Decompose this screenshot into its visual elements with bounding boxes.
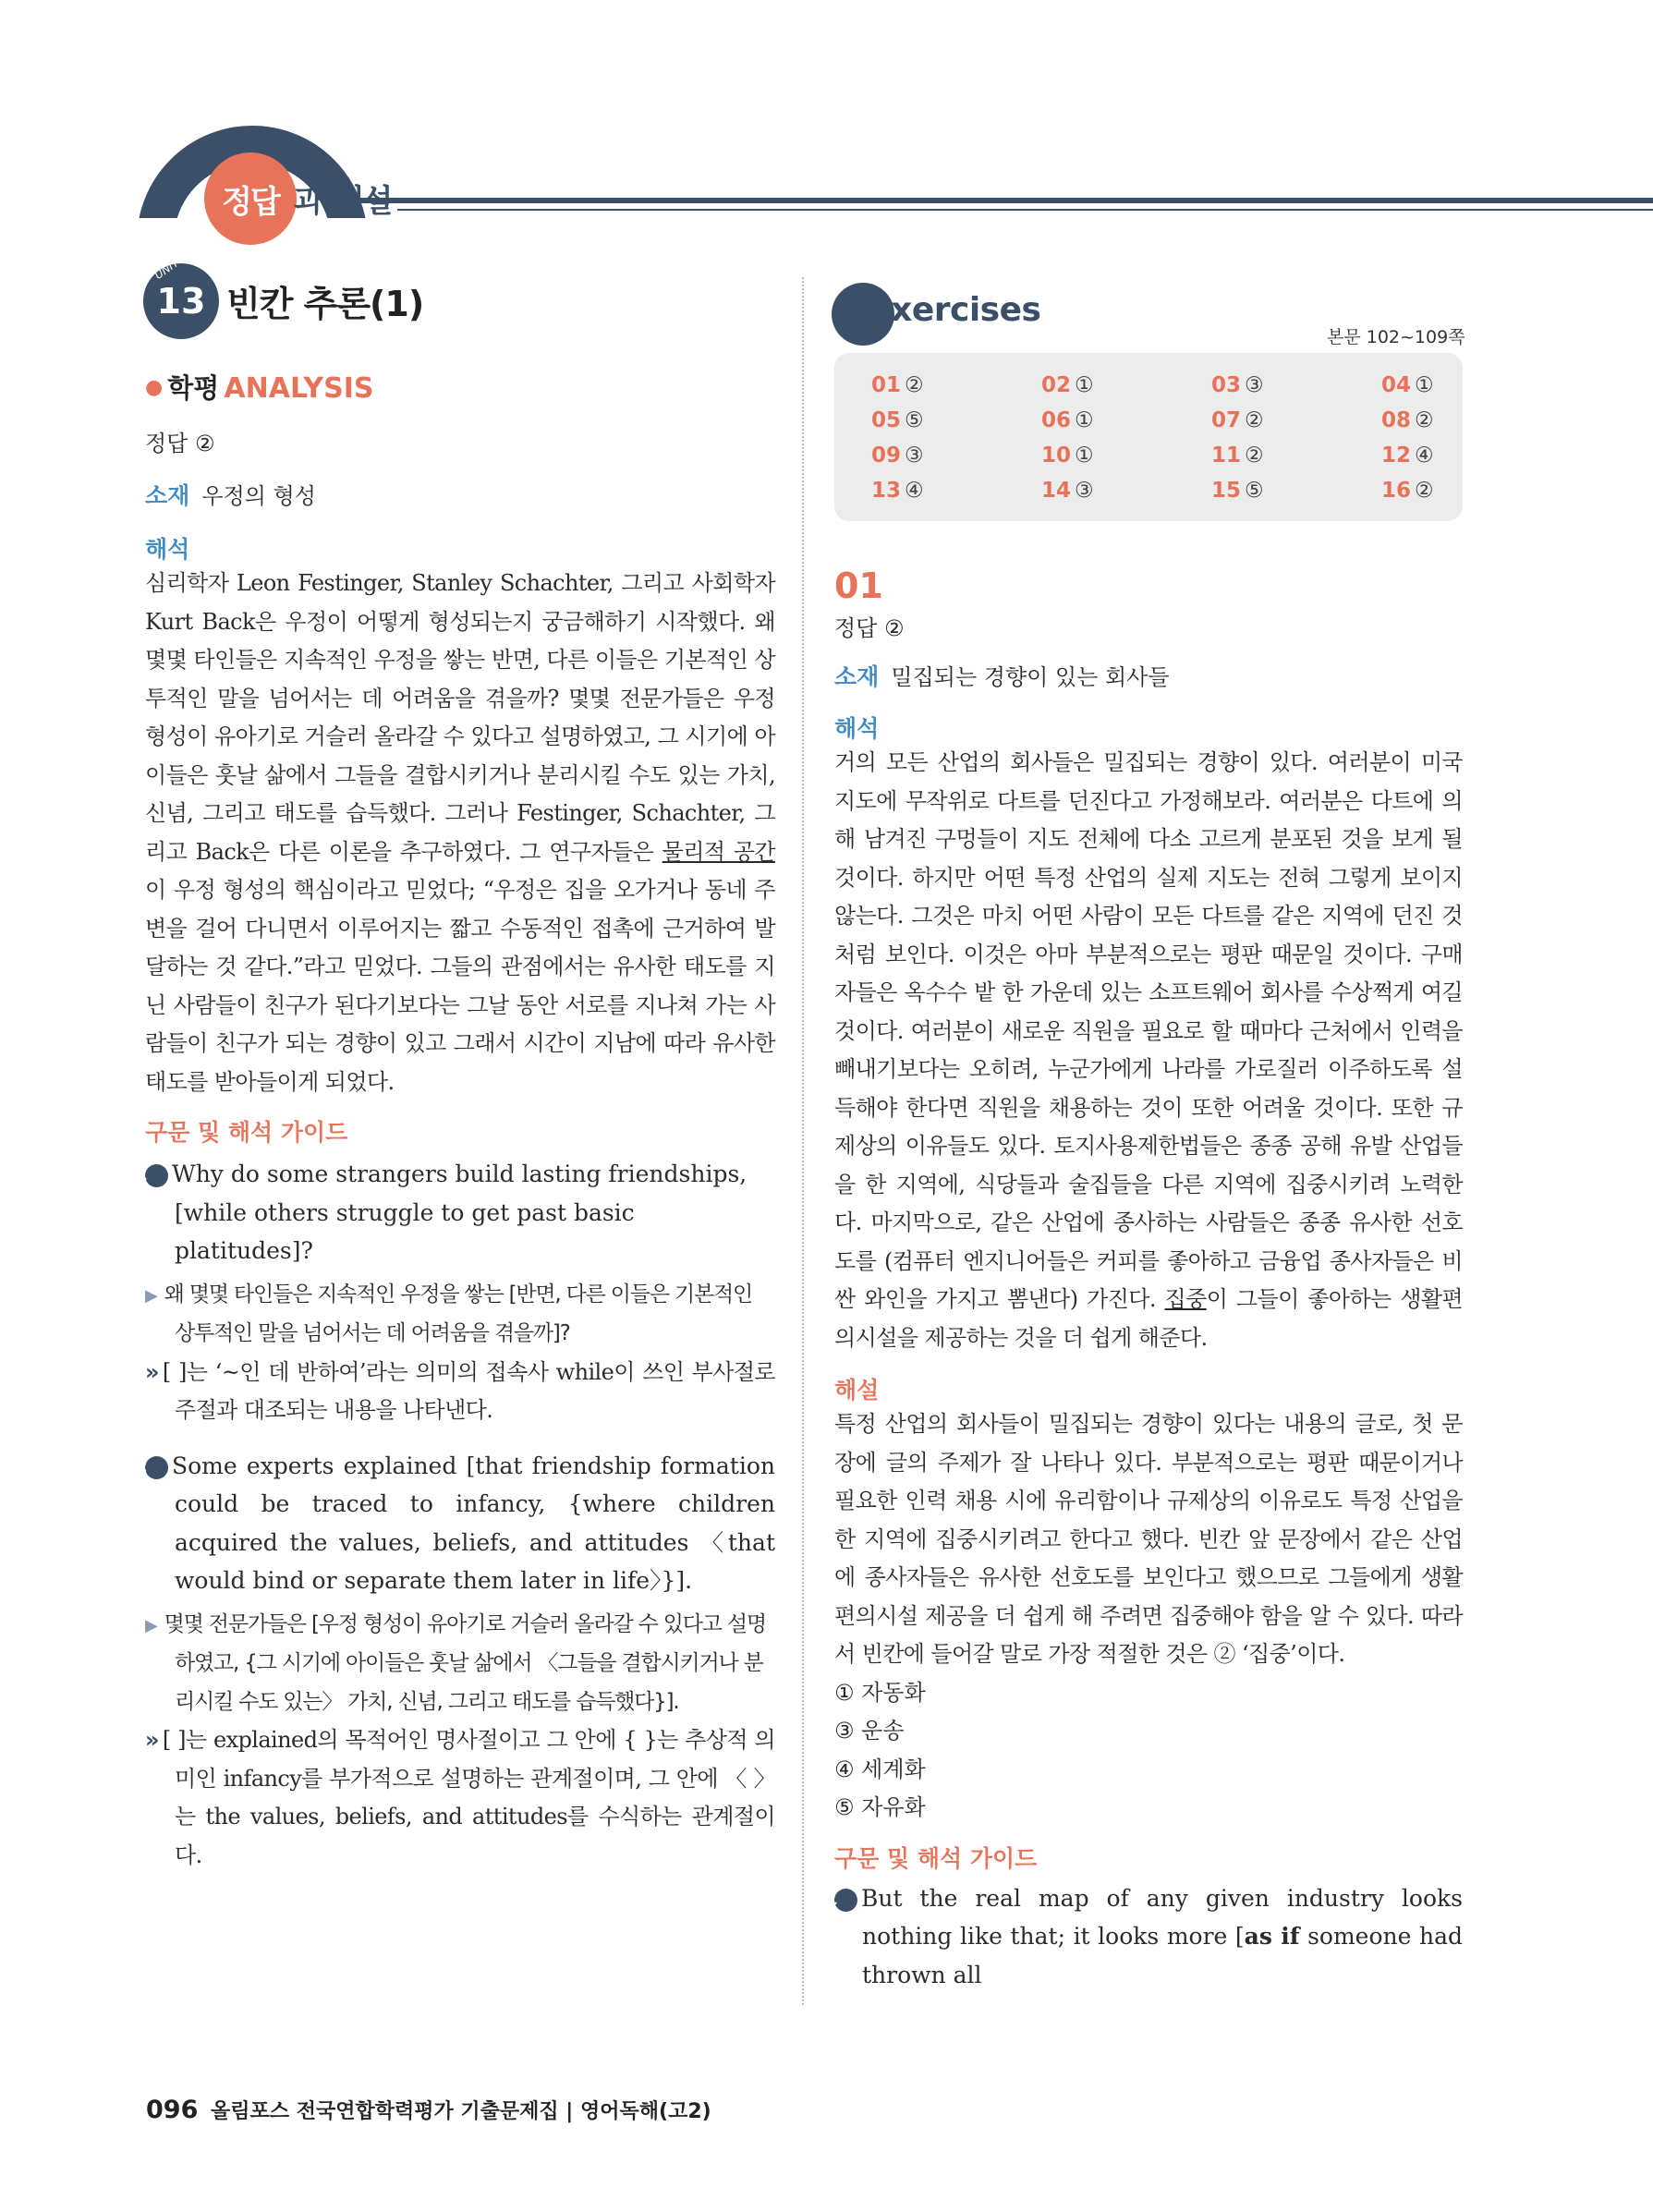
double-chevron-icon: »	[145, 1358, 159, 1385]
translation-label: 해석	[145, 536, 190, 563]
header-rule	[360, 198, 1653, 203]
answer-key-item: 14 ③	[1041, 479, 1094, 503]
header-rule-thin	[397, 209, 1653, 211]
option-item: ④ 세계화	[834, 1756, 926, 1782]
section-title: 과 해설	[294, 183, 393, 220]
option-item: ① 자동화	[834, 1679, 926, 1706]
q01-guide-item-1: 1 But the real map of any given industry looks nothing like that; it looks more [as if someone had thrown all	[826, 1884, 1463, 1988]
number-1-icon: 1	[834, 1889, 857, 1912]
answer-key-item: 07 ②	[1211, 408, 1264, 432]
triangle-right-icon: ▶	[145, 1285, 157, 1306]
q01-explanation-label: 해설	[834, 1377, 880, 1404]
bullet-dot-icon: ●	[145, 376, 164, 399]
page-footer	[146, 2096, 711, 2124]
q01-explanation: 특정 산업의 회사들이 밀집되는 경향이 있다는 내용의 글로, 첫 문장에 글의 주제가 잘 나타나 있다. 부분적으로는 평판 때문이거나 필요한 인력 채용 시에 유리함이나 규제상의 이유로도 특정 산업을 한 지역에 집중시키려고 한다고 했다. 빈칸 앞 문장에서 같은 산업에 종사자들은 유사한 선호도를 보인다고 했으므로 그들에게 생활편의시설 제공을 더 쉽게 해 주려면 집중해야 함을 알 수 있다. 따라서 빈칸에 들어갈 말로 가장 적절한 것은 ② ‘집중’이다.	[834, 1411, 1463, 1667]
answer-key-item: 08 ②	[1381, 408, 1434, 432]
section-badge: 정답	[204, 152, 297, 245]
triangle-right-icon: ▶	[145, 1615, 157, 1635]
answer-key-item: 16 ②	[1381, 479, 1434, 503]
q01-translation: 거의 모든 산업의 회사들은 밀집되는 경향이 있다. 여러분이 미국 지도에 무작위로 다트를 던진다고 가정해보라. 여러분은 다트에 의해 남겨진 구멍들이 지도 전체에 다소 고르게 분포된 것을 보게 될 것이다. 하지만 어떤 특정 산업의 실제 지도는 전혀 그렇게 보이지 않는다. 그것은 마치 어떤 사람이 모든 다트를 같은 지역에 던진 것처럼 보인다. 이것은 아마 부분적으로는 평판 때문일 것이다. 구매자들은 옥수수 밭 한 가운데 있는 소프트웨어 회사를 수상쩍게 여길 것이다. 여러분이 새로운 직원을 필요로 할 때마다 근처에서 인력을 빼내기보다는 오히려, 누군가에게 나라를 가로질러 이주하도록 설득해야 한다면 직원을 채용하는 것이 또한 어려울 것이다. 또한 규제상의 이유들도 있다. 토지사용제한법들은 종종 공해 유발 산업들을 한 지역에, 식당들과 술집들을 다른 지역에 집중시키려 노력한다. 마지막으로, 같은 산업에 종사하는 사람들은 종종 유사한 선호도를 (컴퓨터 엔지니어들은 커피를 좋아하고 금융업 종사자들은 비싼 와인을 가지고 뽐낸다) 가진다. 집중이 그들이 좋아하는 생활편의시설을 제공하는 것을 더 쉽게 해준다.	[834, 749, 1464, 1351]
answer-key-item: 06 ①	[1041, 408, 1094, 432]
q01-topic: 소재 밀집되는 경향이 있는 회사들	[834, 663, 1170, 690]
answer-key-item: 13 ④	[871, 479, 924, 503]
q01-answer: 정답 ②	[834, 615, 905, 641]
guide-label: 구문 및 해석 가이드	[145, 1119, 348, 1146]
page-number: 096	[146, 2096, 199, 2124]
analysis-translation: 심리학자 Leon Festinger, Stanley Schachter, 그리고 사회학자 Kurt Back은 우정이 어떻게 형성되는지 궁금해하기 시작했다. 왜 몇몇 타인들은 지속적인 우정을 쌓는 반면, 다른 이들은 기본적인 상투적인 말을 넘어서는 데 어려움을 겪을까? 몇몇 전문가들은 우정 형성이 유아기로 거슬러 올라갈 수 있다고 설명하였고, 그 시기에 아이들은 훗날 삶에서 그들을 결합시키거나 분리시킬 수도 있는 가치, 신념, 그리고 태도를 습득했다. 그러나 Festinger, Schachter, 그리고 Back은 다른 이론을 추구하였다. 그 연구자들은 물리적 공간이 우정 형성의 핵심이라고 믿었다; “우정은 집을 오가거나 동네 주변을 걸어 다니면서 이루어지는 짧고 수동적인 접촉에 근거하여 발달하는 것 같다.”라고 믿었다. 그들의 관점에서는 유사한 태도를 지닌 사람들이 친구가 된다기보다는 그날 동안 서로를 지나쳐 가는 사람들이 친구가 되는 경향이 있고 그래서 시간이 지남에 따라 유사한 태도를 받아들이게 되었다.	[145, 570, 776, 1095]
analysis-answer: 정답 ②	[145, 431, 215, 456]
unit-title: 빈칸 추론(1)	[226, 284, 424, 324]
exercises-page-range: 본문 102~109쪽	[1327, 327, 1465, 347]
answer-key-item: 03 ③	[1211, 373, 1264, 397]
option-item: ③ 운송	[834, 1718, 905, 1744]
answer-key-item: 10 ①	[1041, 444, 1094, 468]
left-column	[136, 368, 776, 1875]
exercises-title: Exercises	[869, 291, 1041, 329]
column-divider	[802, 277, 804, 2005]
answer-key-item: 01 ②	[871, 373, 924, 397]
answer-key-item: 09 ③	[871, 444, 924, 468]
answer-key-grid	[871, 370, 1463, 506]
guide-item-1: 1 Why do some strangers build lasting friendships, [while others struggle to get past basic platitudes]? ▶ 왜 몇몇 타인들은 지속적인 우정을 쌓는 [반면, 다른 이들은 기본적인 상투적인 말을 넘어서는 데 어려움을 겪을까]? » [ ]는 ‘~인 데 반하여’라는 의미의 접속사 while이 쓰인 부사절로 주절과 대조되는 내용을 나타낸다.	[136, 1161, 775, 1423]
answer-key-item: 11 ②	[1211, 444, 1264, 468]
option-item: ⑤ 자유화	[834, 1794, 926, 1820]
q01-options	[834, 1674, 1463, 1828]
answer-key-item: 12 ④	[1381, 444, 1434, 468]
right-column	[826, 610, 1464, 1994]
number-2-icon: 2	[145, 1456, 168, 1479]
q01-translation-label: 해석	[834, 715, 880, 742]
unit-tag: UNIT	[152, 256, 182, 282]
double-chevron-icon: »	[145, 1727, 159, 1753]
answer-key-item: 02 ①	[1041, 373, 1094, 397]
guide-item-2: 2 Some experts explained [that friendship formation could be traced to infancy, {where children acquired the values, beliefs, and attitudes 〈that would bind or separate them later in life〉}]. ▶ 몇몇 전문가들은 [우정 형성이 유아기로 거슬러 올라갈 수 있다고 설명하였고, {그 시기에 아이들은 훗날 삶에서 〈그들을 결합시키거나 분리시킬 수도 있는〉 가치, 신념, 그리고 태도를 습득했다}]. » [ ]는 explained의 목적어인 명사절이고 그 안에 { }는 추상적 의미인 infancy를 부가적으로 설명하는 관계절이며, 그 안에 〈 〉는 the values, beliefs, and attitudes를 수식하는 관계절이다.	[136, 1452, 775, 1868]
analysis-topic: 소재 우정의 형성	[145, 482, 316, 509]
unit-number-badge: 13	[143, 263, 219, 339]
answer-key-item: 15 ⑤	[1211, 479, 1264, 503]
answer-key-item: 04 ①	[1381, 373, 1434, 397]
q01-guide-label: 구문 및 해석 가이드	[834, 1844, 1038, 1872]
answer-key-item: 05 ⑤	[871, 408, 924, 432]
number-1-icon: 1	[145, 1164, 168, 1187]
analysis-heading: ● 학평 ANALYSIS	[145, 372, 374, 405]
question-number: 01	[834, 565, 883, 606]
answer-key-box	[834, 353, 1463, 521]
book-title: 올림포스 전국연합학력평가 기출문제집 | 영어독해(고2)	[211, 2100, 711, 2123]
